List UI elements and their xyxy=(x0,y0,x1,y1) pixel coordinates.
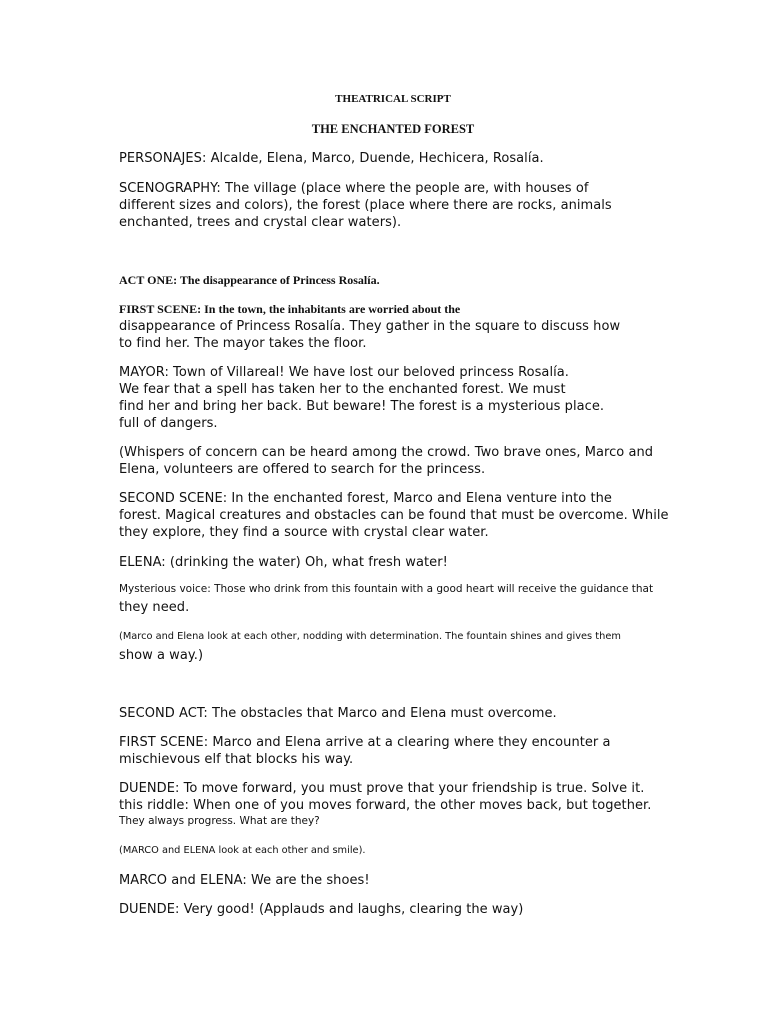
document-title: THEATRICAL SCRIPT xyxy=(335,93,451,105)
act-two-heading: SECOND ACT: The obstacles that Marco and Elena must overcome. xyxy=(119,706,557,721)
duende-riddle-line-1: DUENDE: To move forward, you must prove that your friendship is true. Solve it. xyxy=(119,781,645,796)
act-one-heading: ACT ONE: The disappearance of Princess Rosalía. xyxy=(119,273,380,287)
act-one-first-scene-line-1: disappearance of Princess Rosalía. They gather in the square to discuss how xyxy=(119,319,621,334)
answer-line: MARCO and ELENA: We are the shoes! xyxy=(119,873,370,888)
act-two-first-scene-line-2: mischievous elf that blocks his way. xyxy=(119,752,354,767)
duende-riddle-line-3: They always progress. What are they? xyxy=(119,815,320,827)
act-one-first-scene-line-2: to find her. The mayor takes the floor. xyxy=(119,336,367,351)
voice-line-1: Mysterious voice: Those who drink from this fountain with a good heart will receive the guidance that xyxy=(119,583,654,595)
nodding-line-1: (Marco and Elena look at each other, nodding with determination. The fountain shines and gives them xyxy=(119,631,621,642)
elena-line: ELENA: (drinking the water) Oh, what fresh water! xyxy=(119,555,448,570)
mayor-line-2: We fear that a spell has taken her to the enchanted forest. We must xyxy=(119,382,566,397)
whispers-line-2: Elena, volunteers are offered to search for the princess. xyxy=(119,462,486,477)
act-two-first-scene-line-1: FIRST SCENE: Marco and Elena arrive at a clearing where they encounter a xyxy=(119,735,611,750)
mayor-line-4: full of dangers. xyxy=(119,416,218,431)
second-scene-line-1: SECOND SCENE: In the enchanted forest, Marco and Elena venture into the xyxy=(119,491,612,506)
act-one-first-scene-label: FIRST SCENE: In the town, the inhabitants are worried about the xyxy=(119,302,461,316)
smile-line: (MARCO and ELENA look at each other and smile). xyxy=(119,845,366,856)
duende-good-line: DUENDE: Very good! (Applauds and laughs, clearing the way) xyxy=(119,902,524,917)
mayor-line-1: MAYOR: Town of Villareal! We have lost our beloved princess Rosalía. xyxy=(119,365,569,380)
play-title: THE ENCHANTED FOREST xyxy=(311,122,475,136)
duende-riddle-line-2: this riddle: When one of you moves forward, the other moves back, but together. xyxy=(119,798,652,813)
nodding-line-2: show a way.) xyxy=(119,648,204,663)
characters-line: PERSONAJES: Alcalde, Elena, Marco, Duende, Hechicera, Rosalía. xyxy=(119,151,544,166)
whispers-line-1: (Whispers of concern can be heard among the crowd. Two brave ones, Marco and xyxy=(119,445,654,460)
scenography-line-1: SCENOGRAPHY: The village (place where the people are, with houses of xyxy=(119,181,589,196)
scenography-line-2: different sizes and colors), the forest (place where there are rocks, animals xyxy=(119,198,612,213)
voice-line-2: they need. xyxy=(119,600,190,615)
second-scene-line-3: they explore, they find a source with crystal clear water. xyxy=(119,525,489,540)
second-scene-line-2: forest. Magical creatures and obstacles can be found that must be overcome. While xyxy=(119,508,669,523)
mayor-line-3: find her and bring her back. But beware! The forest is a mysterious place. xyxy=(119,399,605,414)
scenography-line-3: enchanted, trees and crystal clear waters). xyxy=(119,215,402,230)
